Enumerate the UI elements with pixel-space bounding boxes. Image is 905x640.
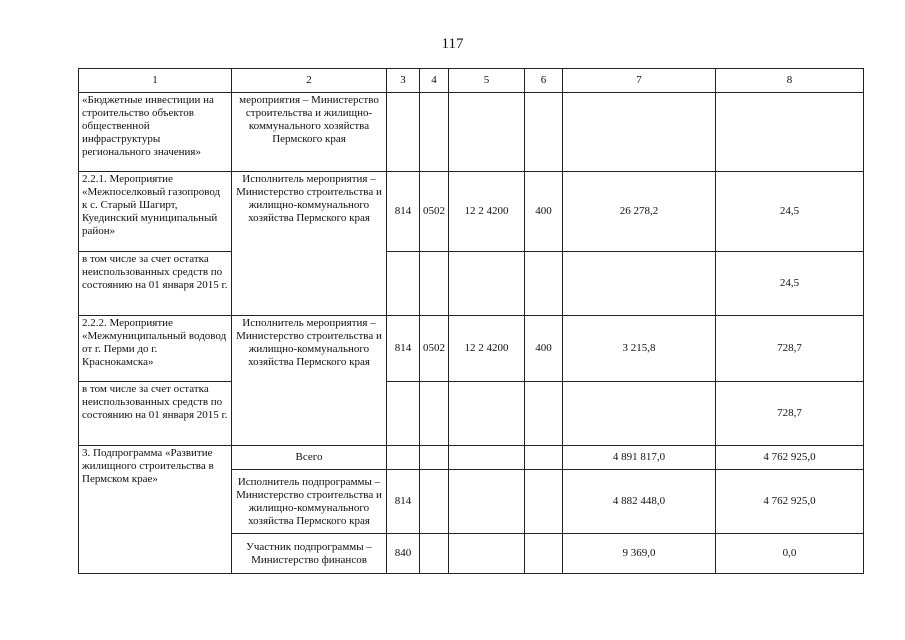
row-amount-7: [563, 382, 716, 446]
row-description: 2.2.1. Мероприятие «Межпоселковый газопровод к с. Старый Шагирт, Куединский муниципальный район»: [79, 172, 232, 252]
row-amount-7: 4 882 448,0: [563, 470, 716, 534]
row-section: [420, 470, 449, 534]
table-row: [79, 316, 864, 382]
row-gr: [387, 252, 420, 316]
row-amount-7: 9 369,0: [563, 534, 716, 574]
row-description: 2.2.2. Мероприятие «Межмуниципальный водовод от г. Перми до г. Краснокамска»: [79, 316, 232, 382]
row-amount-7: [563, 93, 716, 172]
row-target: [449, 252, 525, 316]
row-executor: Исполнитель мероприятия – Министерство строительства и жилищно-коммунального хозяйства Пермского края: [232, 316, 387, 446]
row-gr: [387, 93, 420, 172]
header-row: [79, 69, 864, 93]
header-cell-3: 3: [387, 69, 420, 93]
row-executor: Исполнитель мероприятия – Министерство строительства и жилищно-коммунального хозяйства Пермского края: [232, 172, 387, 316]
row-amount-8: 0,0: [716, 534, 864, 574]
header-cell-5: 5: [449, 69, 525, 93]
row-section: [420, 534, 449, 574]
row-expense-type: [525, 252, 563, 316]
row-section: 0502: [420, 172, 449, 252]
row-amount-8: 4 762 925,0: [716, 470, 864, 534]
row-amount-7: 4 891 817,0: [563, 446, 716, 470]
row-target: [449, 534, 525, 574]
row-amount-8: [716, 93, 864, 172]
row-gr: 840: [387, 534, 420, 574]
row-target: [449, 382, 525, 446]
header-cell-7: 7: [563, 69, 716, 93]
header-cell-4: 4: [420, 69, 449, 93]
row-executor: мероприятия – Министерство строительства и жилищно-коммунального хозяйства Пермского края: [232, 93, 387, 172]
row-amount-8: 728,7: [716, 382, 864, 446]
table-row: [79, 382, 864, 446]
row-description: 3. Подпрограмма «Развитие жилищного строительства в Пермском крае»: [79, 446, 232, 574]
row-expense-type: [525, 446, 563, 470]
row-description: в том числе за счет остатка неиспользованных средств по состоянию на 01 января 2015 г.: [79, 252, 232, 316]
table-row: [79, 252, 864, 316]
row-gr: [387, 446, 420, 470]
row-amount-8: 24,5: [716, 252, 864, 316]
budget-table: [78, 68, 864, 574]
row-gr: [387, 382, 420, 446]
row-target: [449, 470, 525, 534]
row-expense-type: [525, 534, 563, 574]
header-cell-2: 2: [232, 69, 387, 93]
row-gr: 814: [387, 172, 420, 252]
row-amount-7: 3 215,8: [563, 316, 716, 382]
row-description: в том числе за счет остатка неиспользованных средств по состоянию на 01 января 2015 г.: [79, 382, 232, 446]
row-target: 12 2 4200: [449, 172, 525, 252]
header-cell-8: 8: [716, 69, 864, 93]
table-row: [79, 446, 864, 470]
page-number: 117: [441, 36, 464, 52]
row-gr: 814: [387, 470, 420, 534]
row-section: [420, 382, 449, 446]
row-section: [420, 252, 449, 316]
row-expense-type: [525, 382, 563, 446]
row-executor: Исполнитель подпрограммы – Министерство строительства и жилищно-коммунального хозяйства Пермского края: [232, 470, 387, 534]
row-description: «Бюджетные инвестиции на строительство объектов общественной инфраструктуры регионального значения»: [79, 93, 232, 172]
row-amount-8: 4 762 925,0: [716, 446, 864, 470]
row-expense-type: 400: [525, 316, 563, 382]
row-executor: Всего: [232, 446, 387, 470]
row-expense-type: [525, 470, 563, 534]
row-amount-7: [563, 252, 716, 316]
row-target: 12 2 4200: [449, 316, 525, 382]
row-section: 0502: [420, 316, 449, 382]
row-amount-7: 26 278,2: [563, 172, 716, 252]
header-cell-1: 1: [79, 69, 232, 93]
row-amount-8: 24,5: [716, 172, 864, 252]
row-section: [420, 93, 449, 172]
row-gr: 814: [387, 316, 420, 382]
row-amount-8: 728,7: [716, 316, 864, 382]
row-expense-type: 400: [525, 172, 563, 252]
table-row: [79, 172, 864, 252]
row-target: [449, 446, 525, 470]
table-row: [79, 93, 864, 172]
row-expense-type: [525, 93, 563, 172]
row-executor: Участник подпрограммы – Министерство финансов: [232, 534, 387, 574]
header-cell-6: 6: [525, 69, 563, 93]
row-target: [449, 93, 525, 172]
row-section: [420, 446, 449, 470]
